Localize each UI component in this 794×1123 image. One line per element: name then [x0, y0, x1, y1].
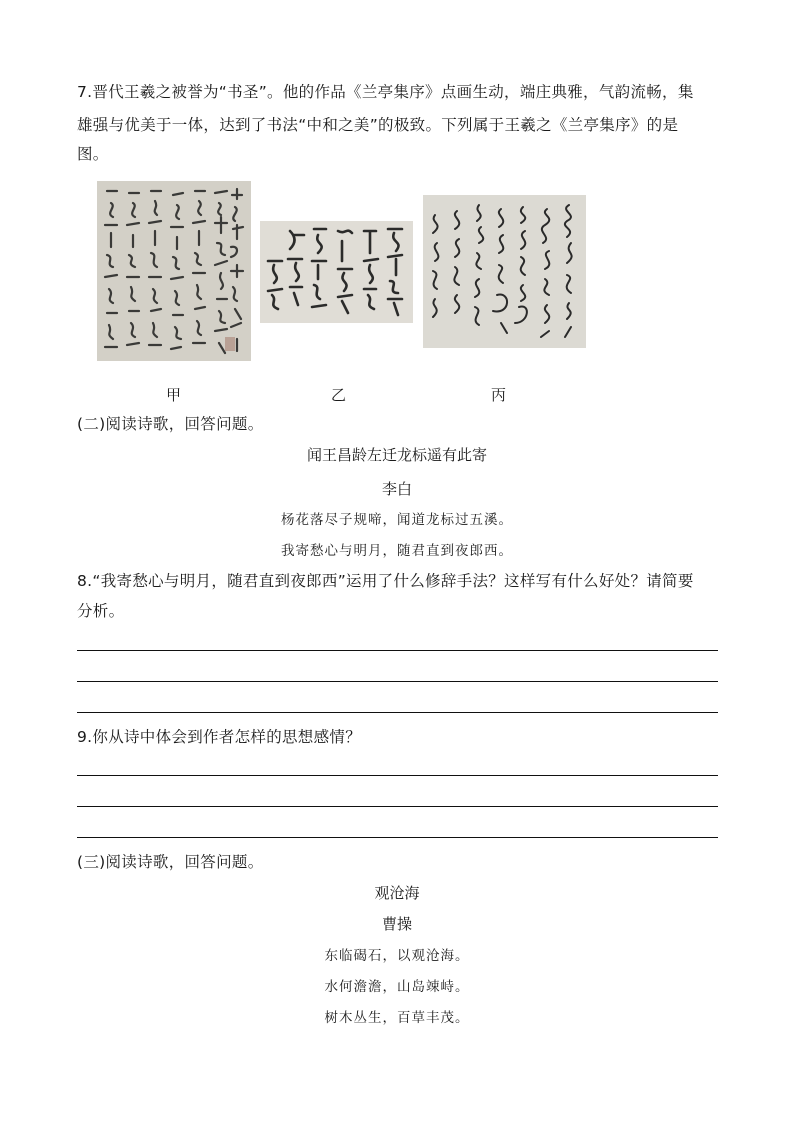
section3-poem-line: 东临碣石，以观沧海。: [324, 948, 470, 964]
answer-line[interactable]: [77, 712, 718, 713]
answer-line[interactable]: [77, 650, 718, 651]
q7-line1: 7.晋代王羲之被誉为“书圣”。他的作品《兰亭集序》点画生动，端庄典雅，气韵流畅，集: [77, 83, 694, 101]
q9-text: 9.你从诗中体会到作者怎样的思想感情？: [77, 728, 361, 746]
answer-line[interactable]: [77, 775, 718, 776]
section2-heading: (二)阅读诗歌，回答问题。: [77, 415, 264, 433]
calligraphy-image-jia: [97, 181, 251, 361]
section2-poem-line: 我寄愁心与明月，随君直到夜郎西。: [281, 543, 513, 559]
section2-poem-title: 闻王昌龄左迁龙标遥有此寄: [306, 446, 487, 464]
answer-line[interactable]: [77, 681, 718, 682]
section3-author: 曹操: [381, 915, 412, 933]
section3-heading: (三)阅读诗歌，回答问题。: [77, 853, 264, 871]
caption-yi: 乙: [331, 386, 347, 404]
section3-poem-title: 观沧海: [374, 884, 420, 902]
q8-line2: 分析。: [77, 602, 125, 620]
q8-line1: 8.“我寄愁心与明月，随君直到夜郎西”运用了什么修辞手法？这样写有什么好处？请简要: [77, 572, 694, 590]
section2-author: 李白: [381, 480, 412, 498]
section3-poem-line: 树木丛生，百草丰茂。: [324, 1010, 470, 1026]
q7-line2: 雄强与优美于一体，达到了书法“中和之美”的极致。下列属于王羲之《兰亭集序》的是: [77, 116, 679, 134]
caption-jia: 甲: [166, 386, 182, 404]
section2-poem-line: 杨花落尽子规啼，闻道龙标过五溪。: [281, 512, 513, 528]
q7-line3: 图。: [77, 145, 109, 163]
answer-line[interactable]: [77, 806, 718, 807]
calligraphy-image-bing: [423, 195, 586, 348]
calligraphy-image-yi: [260, 221, 413, 323]
section3-poem-line: 水何澹澹，山岛竦峙。: [324, 979, 470, 995]
answer-line[interactable]: [77, 837, 718, 838]
caption-bing: 丙: [491, 386, 507, 404]
